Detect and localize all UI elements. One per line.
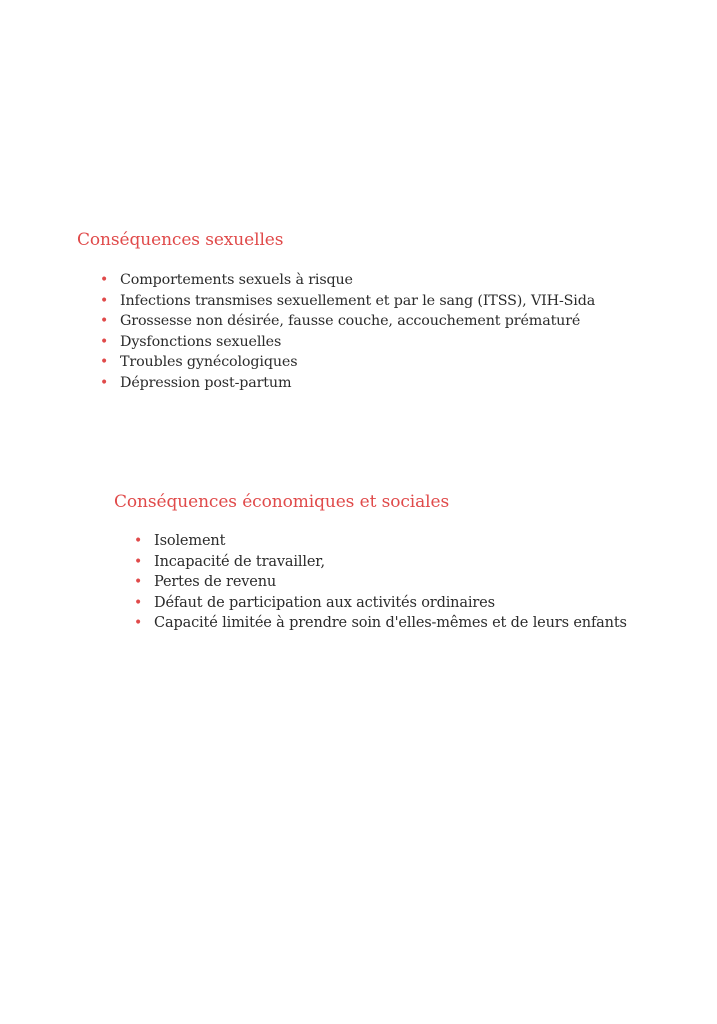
bullet-dot-icon: • bbox=[134, 574, 143, 590]
list-item-text: Incapacité de travailler, bbox=[154, 553, 325, 570]
list-item bbox=[114, 593, 627, 614]
bullet-list bbox=[77, 270, 595, 393]
bullet-dot-icon: • bbox=[134, 615, 143, 631]
list-item bbox=[114, 572, 627, 593]
list-item bbox=[77, 311, 595, 332]
list-item bbox=[77, 270, 595, 291]
list-item bbox=[77, 373, 595, 394]
list-item-text: Infections transmises sexuellement et par le sang (ITSS), VIH-Sida bbox=[120, 292, 596, 309]
list-item-text: Défaut de participation aux activités ordinaires bbox=[154, 594, 495, 611]
list-item bbox=[77, 352, 595, 373]
list-item-text: Isolement bbox=[154, 533, 226, 549]
bullet-dot-icon: • bbox=[100, 333, 109, 350]
bullet-dot-icon: • bbox=[100, 313, 109, 329]
list-item-text: Dysfonctions sexuelles bbox=[120, 333, 282, 350]
bullet-dot-icon: • bbox=[100, 354, 109, 370]
bullet-dot-icon: • bbox=[100, 272, 109, 288]
section-title: Conséquences économiques et sociales bbox=[114, 492, 450, 512]
bullet-dot-icon: • bbox=[134, 533, 143, 549]
list-item-text: Comportements sexuels à risque bbox=[120, 272, 353, 288]
list-item-text: Troubles gynécologiques bbox=[120, 354, 298, 370]
section-sexual-consequences bbox=[77, 228, 595, 393]
list-item-text: Grossesse non désirée, fausse couche, accouchement prématuré bbox=[120, 313, 581, 329]
bullet-list bbox=[114, 531, 627, 634]
list-item bbox=[77, 332, 595, 353]
list-item-text: Dépression post-partum bbox=[120, 374, 292, 391]
list-item-text: Capacité limitée à prendre soin d'elles-mêmes et de leurs enfants bbox=[154, 615, 627, 631]
bullet-dot-icon: • bbox=[100, 374, 109, 391]
list-item bbox=[114, 531, 627, 552]
list-item-text: Pertes de revenu bbox=[154, 574, 277, 590]
bullet-dot-icon: • bbox=[100, 292, 109, 309]
section-economic-social-consequences bbox=[114, 490, 627, 634]
list-item bbox=[77, 291, 595, 312]
list-item bbox=[114, 552, 627, 573]
bullet-dot-icon: • bbox=[134, 594, 143, 611]
list-item bbox=[114, 613, 627, 634]
section-title: Conséquences sexuelles bbox=[77, 230, 284, 250]
bullet-dot-icon: • bbox=[134, 553, 143, 570]
